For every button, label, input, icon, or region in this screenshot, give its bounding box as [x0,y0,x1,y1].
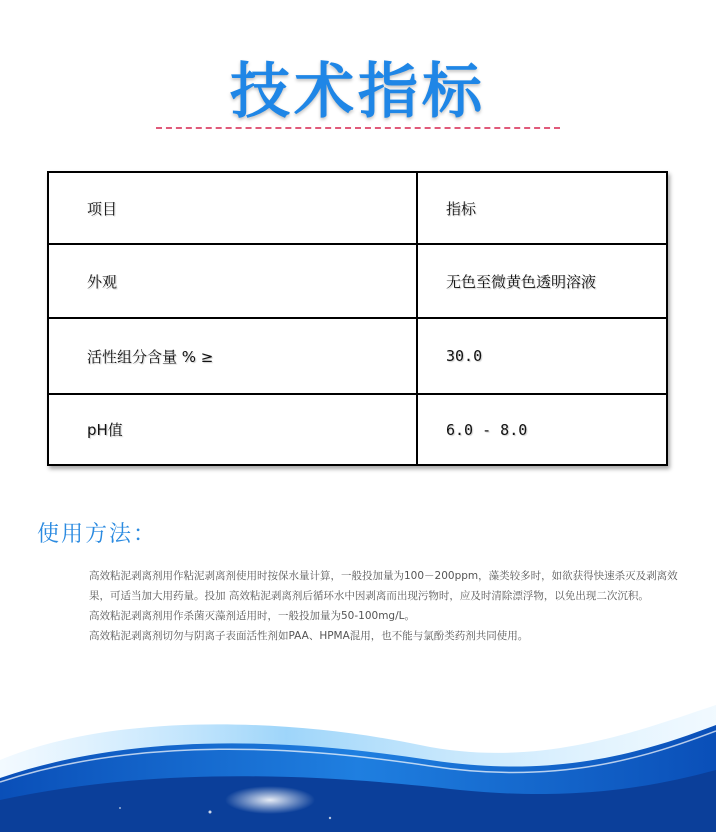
spec-table [47,171,668,466]
row-value-cell: 6.0 - 8.0 [417,394,667,465]
usage-paragraph: 高效粘泥剥离剂用作粘泥剥离剂使用时按保水量计算，一般投加量为100－200ppm，藻类较多时，如欲获得快速杀灭及剥离效果，可适当加大用药量。投加 高效粘泥剥离剂后循环水中因剥离而出现污物时，应及时清除漂浮物，以免出现二次沉积。 [89,570,678,602]
row-value-cell: 无色至微黄色透明溶液 [417,244,667,318]
row-value-cell: 30.0 [417,318,667,394]
header-value-cell: 指标 [417,172,667,244]
table-row [48,244,667,318]
header-item-cell: 项目 [48,172,417,244]
usage-text [89,566,679,646]
wave-decoration [0,690,716,832]
row-item-cell: pH值 [48,394,417,465]
table-row [48,394,667,465]
title-divider [156,127,560,129]
row-item-cell: 活性组分含量 % ≥ [48,318,417,394]
table-row [48,318,667,394]
row-item-cell: 外观 [48,244,417,318]
usage-heading: 使用方法： [37,522,158,547]
page-title: 技术指标 [230,57,486,127]
usage-paragraph: 高效粘泥剥离剂用作杀菌灭藻剂适用时，一般投加量为50-100mg/L。 [89,610,415,622]
usage-paragraph: 高效粘泥剥离剂切勿与阴离子表面活性剂如PAA、HPMA混用，也不能与氯酚类药剂共同使用。 [89,630,529,642]
table-header-row [48,172,667,244]
